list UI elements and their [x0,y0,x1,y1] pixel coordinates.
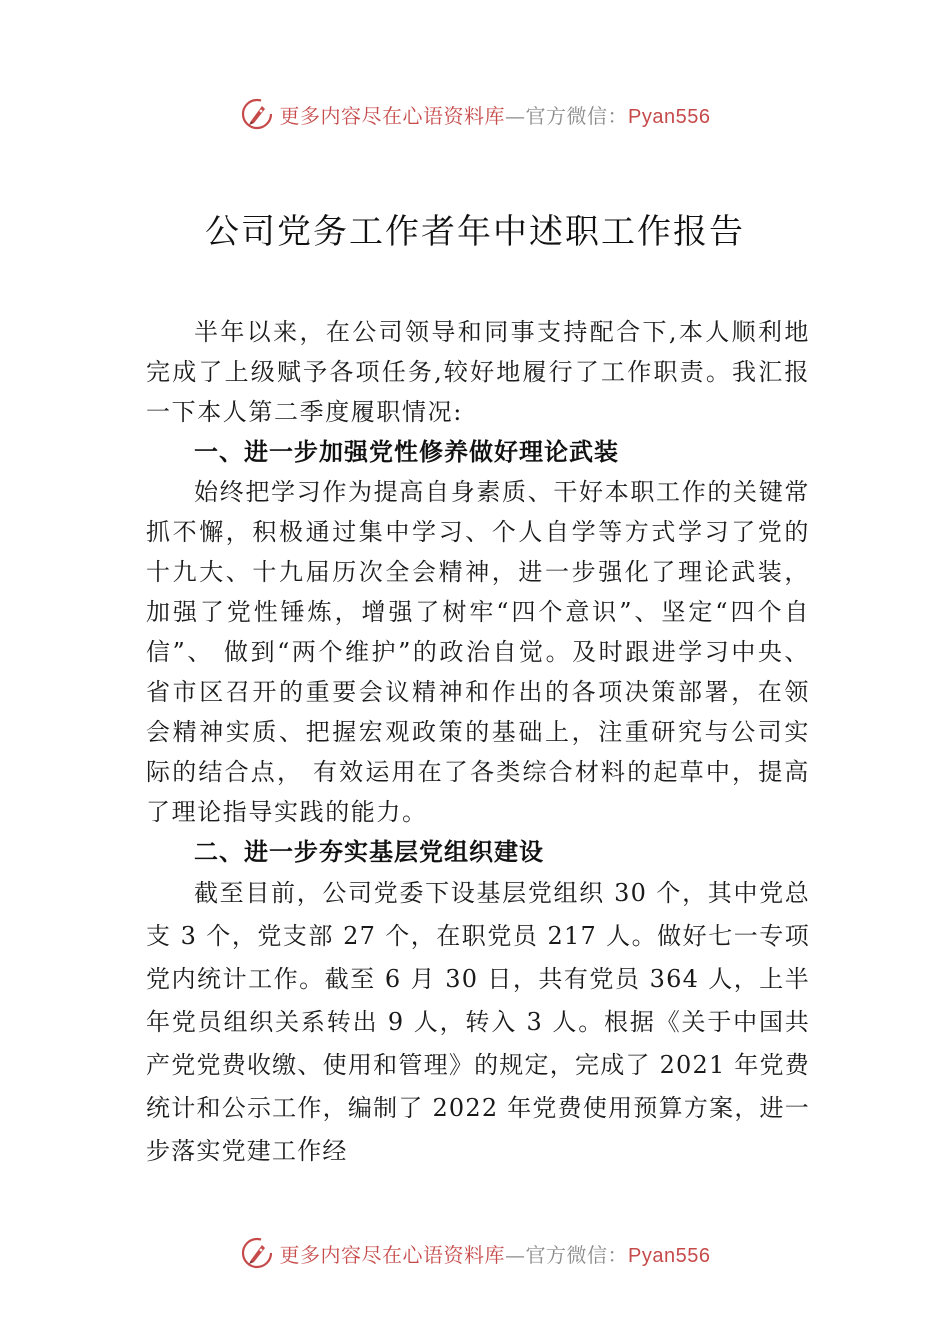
brand-name: 更多内容尽在心语资料库 [279,103,506,128]
brand-name: 更多内容尽在心语资料库 [279,1242,506,1267]
official-wechat-label: 官方微信： [525,103,629,128]
wechat-id: Pyan556 [628,105,711,128]
watermark-header [0,94,950,134]
official-wechat-label: 官方微信： [525,1242,629,1267]
section-1-heading: 一、进一步加强党性修养做好理论武装 [194,438,619,466]
pen-nib-circle-icon [240,97,274,131]
wechat-id: Pyan556 [628,1244,711,1267]
intro-paragraph: 半年以来，在公司领导和同事支持配合下,本人顺利地完成了上级赋予各项任务,较好地履行了工作职责。我汇报一下本人第二季度履职情况: [146,318,810,426]
watermark-footer [0,1233,950,1273]
watermark-text [280,100,711,129]
brand-dash: — [505,1242,526,1267]
pen-nib-circle-icon [240,1236,274,1270]
section-2-heading: 二、进一步夯实基层党组织建设 [194,838,544,866]
watermark-text [280,1239,711,1268]
document-title: 公司党务工作者年中述职工作报告 [205,212,745,252]
section-2-paragraph: 截至目前，公司党委下设基层党组织 30 个，其中党总支 3 个，党支部 27 个，在职党员 217 人。做好七一专项党内统计工作。截至 6 月 30 日，共有党员 364 人，上半年党员组织关系转出 9 人，转入 3 人。根据《关于中国共产党党费收缴、使用和管理》的规定，完成了 2021 年党费统计和公示工作，编制了 2022 年党费使用预算方案，进一步落实党建工作经 [146,879,810,1165]
section-1-paragraph: 始终把学习作为提高自身素质、干好本职工作的关键常抓不懈，积极通过集中学习、个人自学等方式学习了党的十九大、十九届历次全会精神，进一步强化了理论武装，加强了党性锤炼，增强了树牢“四个意识”、坚定“四个自信”、 做到“两个维护”的政治自觉。及时跟进学习中央、省市区召开的重要会议精神和作出的各项决策部署，在领会精神实质、把握宏观政策的基础上，注重研究与公司实际的结合点， 有效运用在了各类综合材料的起草中，提高了理论指导实践的能力。 [146,478,810,826]
brand-dash: — [505,103,526,128]
document-body [146,312,810,1173]
